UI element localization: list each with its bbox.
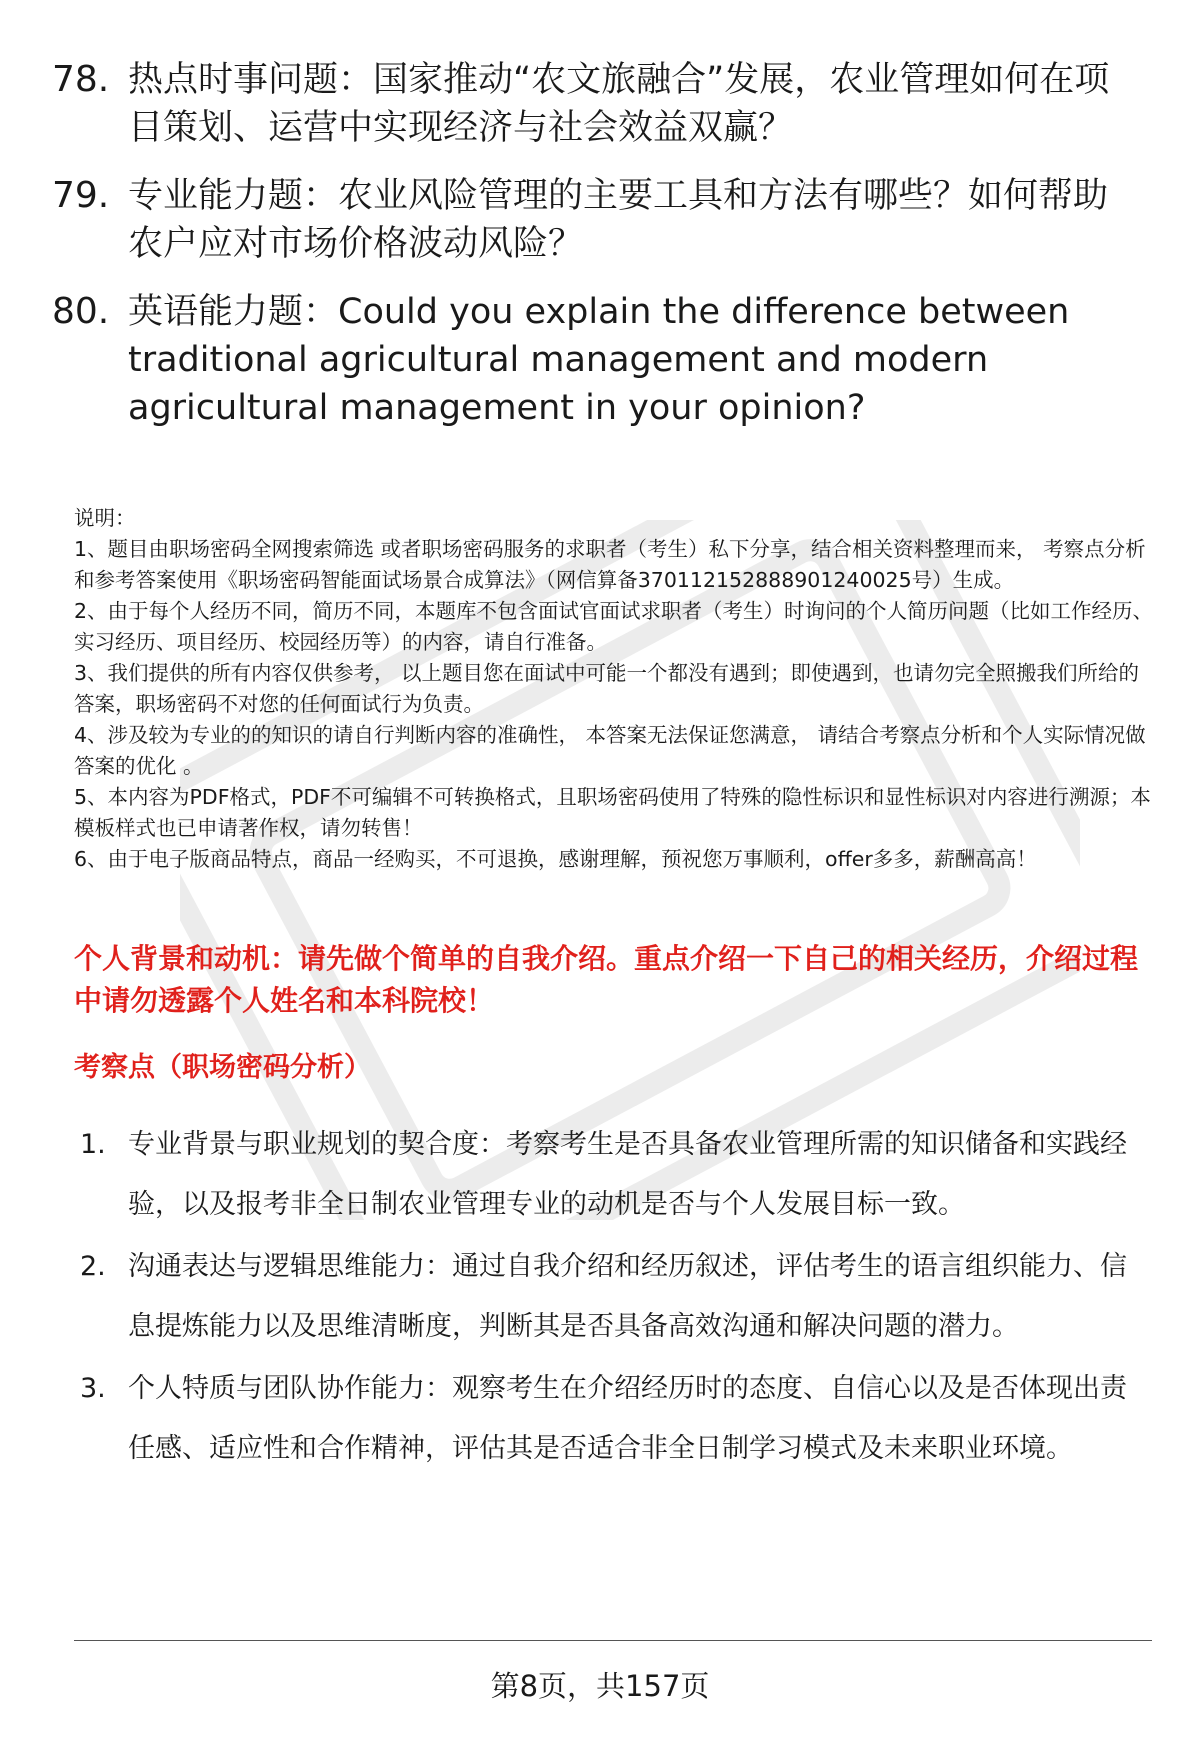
notes-section xyxy=(74,503,1156,875)
notes-item: 5、本内容为PDF格式，PDF不可编辑不可转换格式，且职场密码使用了特殊的隐性标识和显性标识对内容进行溯源；本模板样式也已申请著作权，请勿转售！ xyxy=(74,785,1151,840)
point-text: 个人特质与团队协作能力：观察考生在介绍经历时的态度、自信心以及是否体现出责任感、适应性和合作精神，评估其是否适合非全日制学习模式及未来职业环境。 xyxy=(128,1373,1127,1464)
question-list xyxy=(52,56,1152,452)
question-number: 79. xyxy=(52,175,110,216)
point-number: 1. xyxy=(80,1129,106,1160)
footer-divider xyxy=(74,1640,1152,1641)
assessment-point xyxy=(80,1359,1140,1479)
notes-item: 4、涉及较为专业的的知识的请自行判断内容的准确性， 本答案无法保证您满意， 请结合考察点分析和个人实际情况做答案的优化 。 xyxy=(74,723,1146,778)
page-number: 第8页，共157页 xyxy=(490,1669,710,1703)
assessment-point xyxy=(80,1237,1140,1357)
interview-question-heading: 个人背景和动机：请先做个简单的自我介绍。重点介绍一下自己的相关经历，介绍过程中请勿透露个人姓名和本科院校！ xyxy=(74,942,1139,1017)
notes-title: 说明： xyxy=(74,506,136,530)
question-text: 英语能力题：Could you explain the difference between traditional agricultural management and modern agricultural management in your opinion? xyxy=(128,292,1070,428)
assessment-points-heading: 考察点（职场密码分析） xyxy=(74,1052,371,1083)
notes-item: 2、由于每个人经历不同，简历不同，本题库不包含面试官面试求职者（考生）时询问的个人简历问题（比如工作经历、实习经历、项目经历、校园经历等）的内容，请自行准备。 xyxy=(74,599,1154,654)
notes-item: 6、由于电子版商品特点，商品一经购买，不可退换，感谢理解，预祝您万事顺利，offer多多，薪酬高高！ xyxy=(74,847,1037,871)
point-text: 专业背景与职业规划的契合度：考察考生是否具备农业管理所需的知识储备和实践经验，以及报考非全日制农业管理专业的动机是否与个人发展目标一致。 xyxy=(128,1129,1127,1220)
question-text: 热点时事问题：国家推动“农文旅融合”发展，农业管理如何在项目策划、运营中实现经济与社会效益双赢？ xyxy=(128,60,1110,148)
question-item xyxy=(52,288,1152,432)
question-number: 80. xyxy=(52,291,110,332)
notes-item: 3、我们提供的所有内容仅供参考， 以上题目您在面试中可能一个都没有遇到；即使遇到，也请勿完全照搬我们所给的答案，职场密码不对您的任何面试行为负责。 xyxy=(74,661,1140,716)
question-number: 78. xyxy=(52,59,110,100)
question-item xyxy=(52,172,1152,268)
assessment-points-list xyxy=(80,1115,1140,1481)
question-item xyxy=(52,56,1152,152)
question-text: 专业能力题：农业风险管理的主要工具和方法有哪些？如何帮助农户应对市场价格波动风险？ xyxy=(128,176,1109,264)
notes-item: 1、题目由职场密码全网搜索筛选 或者职场密码服务的求职者（考生）私下分享，结合相关资料整理而来， 考察点分析和参考答案使用《职场密码智能面试场景合成算法》（网信算备370112152888901240025号）生成。 xyxy=(74,537,1146,592)
point-text: 沟通表达与逻辑思维能力：通过自我介绍和经历叙述，评估考生的语言组织能力、信息提炼能力以及思维清晰度，判断其是否具备高效沟通和解决问题的潜力。 xyxy=(128,1251,1127,1342)
point-number: 3. xyxy=(80,1373,106,1404)
point-number: 2. xyxy=(80,1251,106,1282)
assessment-point xyxy=(80,1115,1140,1235)
